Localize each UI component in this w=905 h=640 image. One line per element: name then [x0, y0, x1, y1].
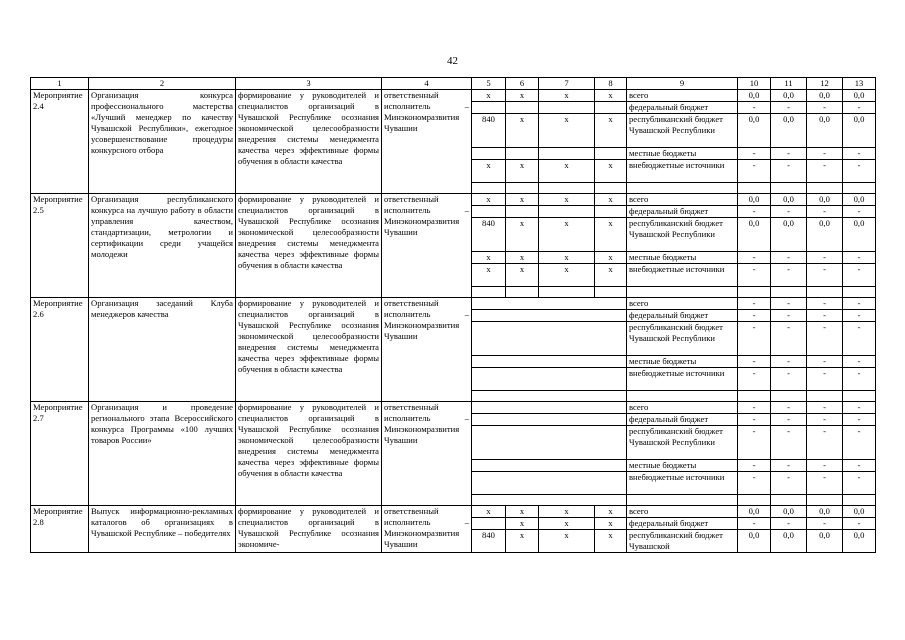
value-cell: 0,0 [771, 114, 807, 148]
value-cell: - [738, 356, 771, 368]
rz-cell: x [506, 506, 539, 518]
source-label: республиканский бюджет Чувашской Республики [627, 114, 738, 148]
vr-cell: x [595, 252, 627, 264]
table-row [31, 194, 876, 206]
csr-cell: x [539, 264, 595, 287]
source-label: всего [627, 90, 738, 102]
value-cell: - [807, 160, 843, 183]
value-cell: 0,0 [771, 194, 807, 206]
value-cell: - [807, 252, 843, 264]
value-cell: - [738, 368, 771, 391]
value-cell: 0,0 [843, 506, 876, 518]
classification-cell [472, 310, 627, 322]
column-header: 7 [539, 78, 595, 90]
value-cell: - [771, 356, 807, 368]
value-cell: - [843, 426, 876, 460]
value-cell: - [771, 252, 807, 264]
value-cell: 0,0 [738, 530, 771, 553]
value-cell: - [843, 402, 876, 414]
rz-cell: x [506, 160, 539, 183]
value-cell: - [843, 414, 876, 426]
classification-cell [472, 368, 627, 391]
measure-goal: формирование у руководителей и специалистов организаций в Чувашской Республике осознания экономической целесообразности внедрения системы менеджмента качества через эффективные формы обучения в области качества [236, 298, 382, 402]
value-cell: - [807, 414, 843, 426]
csr-cell: x [539, 218, 595, 252]
rz-cell: x [506, 194, 539, 206]
value-cell: - [807, 402, 843, 414]
source-label: федеральный бюджет [627, 102, 738, 114]
classification-cell [472, 426, 627, 460]
value-cell: 0,0 [771, 218, 807, 252]
measure-id: Мероприятие 2.5 [31, 194, 89, 298]
value-cell: - [771, 102, 807, 114]
value-cell: - [771, 368, 807, 391]
value-cell: 0,0 [807, 90, 843, 102]
measure-name: Организация и проведение регионального этапа Всероссийского конкурса Программы «100 лучших товаров России» [89, 402, 236, 506]
rz-cell: x [506, 114, 539, 148]
value-cell: 0,0 [807, 506, 843, 518]
grbs-cell: x [472, 264, 506, 287]
column-header: 4 [382, 78, 472, 90]
measure-goal: формирование у руководителей и специалистов организаций в Чувашской Республике осознания экономиче- [236, 506, 382, 553]
measure-id: Мероприятие 2.6 [31, 298, 89, 402]
value-cell: - [738, 426, 771, 460]
csr-cell: x [539, 114, 595, 148]
value-cell: - [738, 206, 771, 218]
grbs-cell: 840 [472, 530, 506, 553]
value-cell: - [843, 160, 876, 183]
grbs-cell: x [472, 160, 506, 183]
csr-cell: x [539, 506, 595, 518]
value-cell: 0,0 [807, 194, 843, 206]
table-row [31, 506, 876, 518]
value-cell: - [843, 148, 876, 160]
value-cell: 0,0 [843, 530, 876, 553]
value-cell: 0,0 [771, 506, 807, 518]
value-cell: - [807, 148, 843, 160]
value-cell: 0,0 [738, 218, 771, 252]
source-label: всего [627, 194, 738, 206]
vr-cell: x [595, 518, 627, 530]
grbs-cell: x [472, 506, 506, 518]
grbs-cell: x [472, 252, 506, 264]
rz-cell: x [506, 252, 539, 264]
source-label: федеральный бюджет [627, 206, 738, 218]
responsible: ответственный исполнитель – Минэкономразвития Чувашии [382, 402, 472, 506]
source-label: внебюджетные источники [627, 160, 738, 183]
source-label: республиканский бюджет Чувашской Республики [627, 218, 738, 252]
source-label: местные бюджеты [627, 148, 738, 160]
value-cell: 0,0 [771, 530, 807, 553]
value-cell: - [843, 460, 876, 472]
page-number: 42 [447, 55, 458, 67]
value-cell: - [807, 264, 843, 287]
grbs-cell: x [472, 194, 506, 206]
value-cell: - [738, 472, 771, 495]
source-label: местные бюджеты [627, 252, 738, 264]
value-cell: - [843, 356, 876, 368]
value-cell: - [771, 402, 807, 414]
value-cell: - [807, 460, 843, 472]
value-cell: - [843, 264, 876, 287]
value-cell: - [771, 322, 807, 356]
source-label: федеральный бюджет [627, 518, 738, 530]
value-cell: - [807, 368, 843, 391]
measure-id: Мероприятие 2.8 [31, 506, 89, 553]
value-cell: - [738, 460, 771, 472]
value-cell: 0,0 [843, 90, 876, 102]
value-cell: - [843, 472, 876, 495]
column-header: 11 [771, 78, 807, 90]
value-cell: 0,0 [843, 194, 876, 206]
source-label: местные бюджеты [627, 460, 738, 472]
source-label: республиканский бюджет Чувашской [627, 530, 738, 553]
column-header: 9 [627, 78, 738, 90]
classification-cell [472, 298, 627, 310]
responsible: ответственный исполнитель – Минэкономразвития Чувашии [382, 506, 472, 553]
measure-goal: формирование у руководителей и специалистов организаций в Чувашской Республике осознания экономической целесообразности внедрения системы менеджмента качества через эффективные формы обучения в области качества [236, 194, 382, 298]
value-cell: - [843, 310, 876, 322]
value-cell: 0,0 [738, 114, 771, 148]
value-cell: 0,0 [807, 114, 843, 148]
value-cell: - [843, 298, 876, 310]
classification-cell [472, 322, 627, 356]
column-header: 8 [595, 78, 627, 90]
source-label: местные бюджеты [627, 356, 738, 368]
responsible: ответственный исполнитель – Минэкономразвития Чувашии [382, 298, 472, 402]
value-cell: 0,0 [843, 114, 876, 148]
vr-cell: x [595, 194, 627, 206]
value-cell: - [771, 206, 807, 218]
value-cell: - [843, 322, 876, 356]
value-cell: - [738, 322, 771, 356]
source-label: всего [627, 402, 738, 414]
csr-cell: x [539, 160, 595, 183]
value-cell: 0,0 [738, 506, 771, 518]
csr-cell: x [539, 194, 595, 206]
vr-cell: x [595, 160, 627, 183]
measure-goal: формирование у руководителей и специалистов организаций в Чувашской Республике осознания экономической целесообразности внедрения системы менеджмента качества через эффективные формы обучения в области качества [236, 90, 382, 194]
value-cell: - [807, 356, 843, 368]
csr-cell: x [539, 90, 595, 102]
measure-name: Организация заседаний Клуба менеджеров качества [89, 298, 236, 402]
rz-cell: x [506, 518, 539, 530]
measure-name: Организация конкурса профессионального мастерства «Лучший менеджер по качеству Чувашской Республики», ежегодное усовершенствование процедуры конкурсного отбора [89, 90, 236, 194]
value-cell: - [771, 298, 807, 310]
responsible: ответственный исполнитель – Минэкономразвития Чувашии [382, 194, 472, 298]
value-cell: 0,0 [738, 194, 771, 206]
column-header: 1 [31, 78, 89, 90]
vr-cell: x [595, 264, 627, 287]
value-cell: 0,0 [843, 218, 876, 252]
value-cell: - [771, 160, 807, 183]
classification-cell [472, 356, 627, 368]
value-cell: - [843, 102, 876, 114]
source-label: федеральный бюджет [627, 310, 738, 322]
classification-cell [472, 414, 627, 426]
grbs-cell: 840 [472, 218, 506, 252]
value-cell: - [807, 206, 843, 218]
column-header: 6 [506, 78, 539, 90]
value-cell: - [738, 414, 771, 426]
grbs-cell: x [472, 90, 506, 102]
table-row [31, 90, 876, 102]
value-cell: 0,0 [807, 530, 843, 553]
measure-id: Мероприятие 2.7 [31, 402, 89, 506]
column-header: 13 [843, 78, 876, 90]
value-cell: - [771, 460, 807, 472]
source-label: республиканский бюджет Чувашской Республики [627, 322, 738, 356]
value-cell: - [771, 148, 807, 160]
value-cell: - [843, 518, 876, 530]
value-cell: - [807, 518, 843, 530]
value-cell: - [771, 264, 807, 287]
source-label: внебюджетные источники [627, 368, 738, 391]
value-cell: - [771, 414, 807, 426]
value-cell: - [771, 472, 807, 495]
value-cell: - [771, 310, 807, 322]
classification-cell [472, 472, 627, 495]
column-header: 3 [236, 78, 382, 90]
rz-cell: x [506, 530, 539, 553]
classification-cell [472, 460, 627, 472]
measure-goal: формирование у руководителей и специалистов организаций в Чувашской Республике осознания экономической целесообразности внедрения системы менеджмента качества через эффективные формы обучения в области качества [236, 402, 382, 506]
value-cell: - [807, 310, 843, 322]
value-cell: - [738, 402, 771, 414]
column-number-row [31, 78, 876, 90]
value-cell: - [843, 206, 876, 218]
measure-name: Выпуск информационно-рекламных каталогов об организациях в Чувашской Республике – победителях [89, 506, 236, 553]
grbs-cell: 840 [472, 114, 506, 148]
measure-id: Мероприятие 2.4 [31, 90, 89, 194]
value-cell: - [738, 102, 771, 114]
value-cell: - [738, 310, 771, 322]
value-cell: - [807, 426, 843, 460]
csr-cell: x [539, 252, 595, 264]
classification-cell [472, 402, 627, 414]
csr-cell: x [539, 518, 595, 530]
column-header: 5 [472, 78, 506, 90]
vr-cell: x [595, 506, 627, 518]
csr-cell: x [539, 530, 595, 553]
value-cell: - [843, 252, 876, 264]
value-cell: 0,0 [738, 90, 771, 102]
value-cell: - [843, 368, 876, 391]
column-header: 12 [807, 78, 843, 90]
vr-cell: x [595, 530, 627, 553]
value-cell: 0,0 [771, 90, 807, 102]
value-cell: - [738, 518, 771, 530]
rz-cell: x [506, 90, 539, 102]
value-cell: - [738, 264, 771, 287]
source-label: федеральный бюджет [627, 414, 738, 426]
value-cell: - [807, 298, 843, 310]
value-cell: - [807, 102, 843, 114]
column-header: 10 [738, 78, 771, 90]
source-label: всего [627, 298, 738, 310]
program-table [30, 77, 876, 553]
source-label: внебюджетные источники [627, 264, 738, 287]
measure-name: Организация республиканского конкурса на лучшую работу в области управления качеством, стандартизации, метрологии и сертификации среди учащейся молодежи [89, 194, 236, 298]
rz-cell: x [506, 264, 539, 287]
vr-cell: x [595, 114, 627, 148]
vr-cell: x [595, 90, 627, 102]
value-cell: - [807, 472, 843, 495]
value-cell: - [771, 518, 807, 530]
vr-cell: x [595, 218, 627, 252]
column-header: 2 [89, 78, 236, 90]
source-label: всего [627, 506, 738, 518]
source-label: республиканский бюджет Чувашской Республики [627, 426, 738, 460]
table-row [31, 298, 876, 310]
table-row [31, 402, 876, 414]
value-cell: - [738, 148, 771, 160]
source-label: внебюджетные источники [627, 472, 738, 495]
value-cell: - [738, 298, 771, 310]
value-cell: - [771, 426, 807, 460]
value-cell: - [738, 160, 771, 183]
value-cell: 0,0 [807, 218, 843, 252]
value-cell: - [807, 322, 843, 356]
value-cell: - [738, 252, 771, 264]
rz-cell: x [506, 218, 539, 252]
responsible: ответственный исполнитель – Минэкономразвития Чувашии [382, 90, 472, 194]
